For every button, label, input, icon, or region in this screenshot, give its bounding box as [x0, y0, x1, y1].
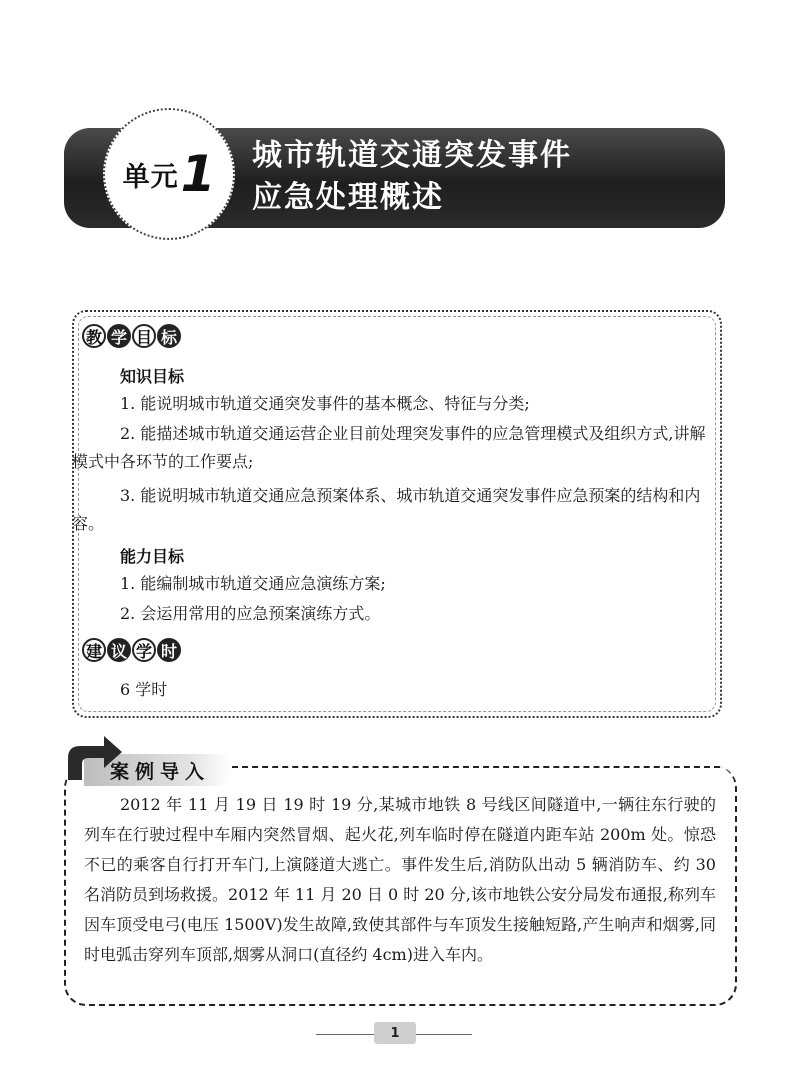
knowledge-heading: 知识目标	[120, 367, 185, 386]
unit-number: 1	[180, 145, 216, 203]
knowledge-item-2: 2. 能描述城市轨道交通运营企业目前处理突发事件的应急管理模式及组织方式,讲解模式中各环节的工作要点;	[72, 424, 706, 471]
tag-char: 建	[82, 638, 106, 662]
page-number-rule-right	[416, 1034, 472, 1035]
knowledge-item-1: 1. 能说明城市轨道交通突发事件的基本概念、特征与分类;	[120, 394, 530, 413]
page-number: 1	[374, 1022, 416, 1044]
case-intro-text: 2012 年 11 月 19 日 19 时 19 分,某城市地铁 8 号线区间隧道中,一辆往东行驶的列车在行驶过程中车厢内突然冒烟、起火花,列车临时停在隧道内距车站 200m 处。惊恐不已的乘客自行打开车门,上演隧道大逃亡。事件发生后,消防队出动 5 辆消防车、约 30 名消防员到场救援。2012 年 11 月 20 日 0 时 20 分,该市地铁公安分局发布通报,称列车因车顶受电弓(电压 1500V)发生故障,致使其部件与车顶发生接触短路,产生响声和烟雾,同时电弧击穿列车顶部,烟雾从洞口(直径约 4cm)进入车内。	[84, 795, 716, 964]
teaching-goals-tag	[82, 324, 182, 348]
unit-title-line1: 城市轨道交通突发事件	[252, 138, 572, 173]
knowledge-item-3: 3. 能说明城市轨道交通应急预案体系、城市轨道交通突发事件应急预案的结构和内容。	[72, 486, 701, 533]
tag-char: 时	[157, 638, 181, 662]
unit-label: 单元	[122, 161, 179, 193]
tag-char: 标	[157, 324, 181, 348]
tag-char: 目	[132, 324, 156, 348]
tag-char: 学	[132, 638, 156, 662]
suggested-hours-tag	[82, 638, 182, 662]
unit-title	[252, 135, 712, 219]
case-intro-topline	[232, 766, 720, 768]
ability-item-2: 2. 会运用常用的应急预案演练方式。	[120, 604, 381, 623]
suggested-hours-value: 6 学时	[120, 680, 168, 699]
unit-badge	[103, 108, 235, 240]
ability-item-1: 1. 能编制城市轨道交通应急演练方案;	[120, 574, 386, 593]
unit-title-line2: 应急处理概述	[252, 180, 444, 215]
tag-char: 议	[107, 638, 131, 662]
tag-char: 学	[107, 324, 131, 348]
page-number-rule-left	[316, 1034, 374, 1035]
case-intro-label: 案例导入	[110, 761, 211, 783]
ability-heading: 能力目标	[120, 547, 185, 566]
tag-char: 教	[82, 324, 106, 348]
